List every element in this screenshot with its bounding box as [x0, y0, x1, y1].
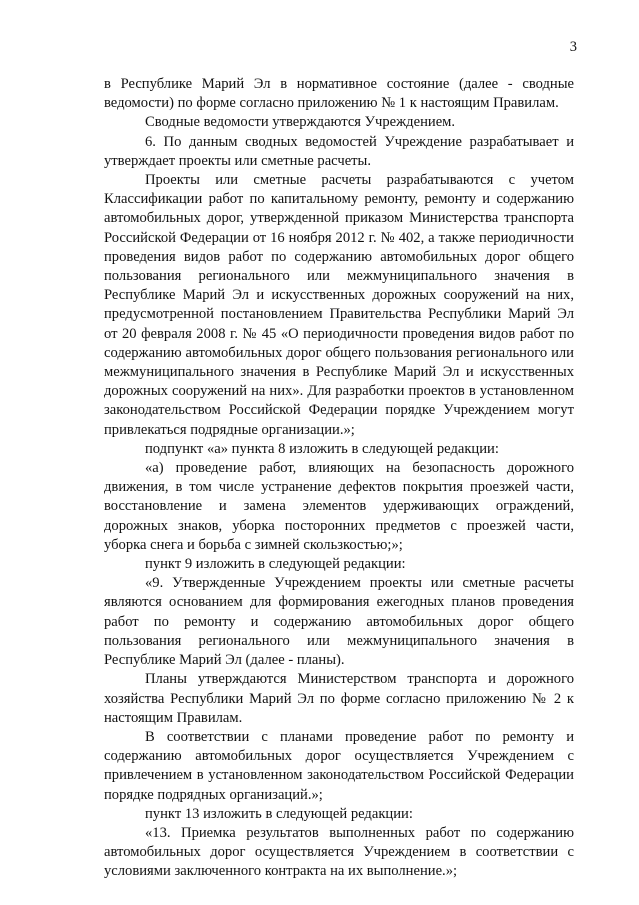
paragraph-amendment-instruction: пункт 13 изложить в следующей редакции: — [145, 805, 413, 822]
paragraph-amendment-instruction: подпункт «а» пункта 8 изложить в следующей редакции: — [145, 440, 499, 457]
page-number: 3 — [569, 39, 577, 55]
paragraph-item-9: «9. Утвержденные Учреждением проекты или сметные расчеты являются основанием для формирования ежегодных планов проведения работ по ремонту и содержанию автомобильных дорог общего пользования регионального или межмуниципального значения в Республике Марий Эл (далее - планы). — [104, 575, 574, 669]
paragraph-continuation: в Республике Марий Эл в нормативное состояние (далее - сводные ведомости) по форме согласно приложению № 1 к настоящим Правилам. — [104, 76, 574, 112]
paragraph: В соответствии с планами проведение работ по ремонту и содержанию автомобильных дорог осуществляется Учреждением с привлечением в установленном законодательством Российской Федерации порядке подрядных организаций.»; — [104, 728, 574, 803]
paragraph: Планы утверждаются Министерством транспорта и дорожного хозяйства Республики Марий Эл по форме согласно приложению № 2 к настоящим Правилам. — [104, 671, 574, 726]
paragraph: Проекты или сметные расчеты разрабатываются с учетом Классификации работ по капитальному ремонту, ремонту и содержанию автомобильных дорог, утвержденной приказом Министерства транспорта Российской Федерации от 16 ноября 2012 г. № 402, а также периодичности проведения видов работ по содержанию автомобильных дорог общего пользования регионального или межмуниципального значения в Республике Марий Эл и искусственных дорожных сооружений на них, предусмотренной постановлением Правительства Республики Марий Эл от 20 февраля 2008 г. № 45 «О периодичности проведения видов работ по содержанию автомобильных дорог общего пользования регионального или межмуниципального значения в Республике Марий Эл и искусственных дорожных сооружений на них». Для разработки проектов в установленном законодательством Российской Федерации порядке Учреждением могут привлекаться подрядные организации.»; — [104, 172, 574, 438]
paragraph-subitem-a: «а) проведение работ, влияющих на безопасность дорожного движения, в том числе устранение дефектов покрытия проезжей части, восстановление и замена элементов удерживающих ограждений, дорожных знаков, уборка посторонних предметов с проезжей части, уборка снега и борьба с зимней скользкостью;»; — [104, 460, 574, 553]
paragraph-item-6: 6. По данным сводных ведомостей Учреждение разрабатывает и утверждает проекты или сметные расчеты. — [104, 133, 574, 169]
paragraph-item-13: «13. Приемка результатов выполненных работ по содержанию автомобильных дорог осуществляется Учреждением в соответствии с условиями заключенного контракта на их выполнение.»; — [104, 824, 574, 880]
paragraph-amendment-instruction: пункт 9 изложить в следующей редакции: — [145, 556, 406, 573]
document-body — [104, 75, 574, 882]
paragraph: Сводные ведомости утверждаются Учреждением. — [145, 114, 456, 131]
